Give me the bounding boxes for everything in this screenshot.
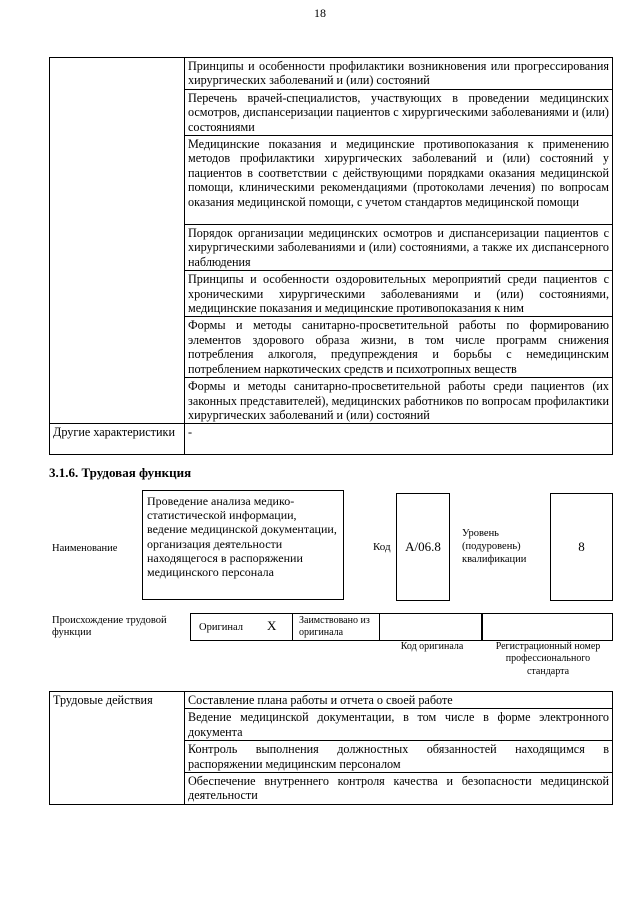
empty-label-cell bbox=[50, 58, 185, 424]
knowledge-table bbox=[49, 57, 613, 455]
table-cell: Составление плана работы и отчета о своей работе bbox=[185, 692, 613, 709]
table-row bbox=[50, 58, 613, 90]
reg-number-cell bbox=[482, 613, 613, 641]
table-row bbox=[50, 692, 613, 709]
page-number: 18 bbox=[314, 6, 326, 20]
function-name-box: Проведение анализа медико-статистической информации, ведение медицинской документации, организация деятельности находящегося в распоряжении медицинского персонала bbox=[142, 490, 344, 600]
original-label: Оригинал bbox=[199, 622, 243, 633]
table-cell: Принципы и особенности профилактики возникновения или прогрессирования хирургических заболеваний и (или) состояний bbox=[185, 58, 613, 90]
other-characteristics-label: Другие характеристики bbox=[50, 424, 185, 455]
code-original-cell bbox=[380, 613, 482, 641]
code-label: Код bbox=[373, 541, 391, 553]
origin-label: Происхождение трудовой функции bbox=[52, 615, 167, 638]
code-value-box: A/06.8 bbox=[396, 493, 450, 601]
table-cell: Формы и методы санитарно-просветительной работы среди пациентов (их законных представителей), медицинских работников по вопросам профилактики хирургических заболеваний и (или) состояний bbox=[185, 378, 613, 424]
table-cell: Медицинские показания и медицинские противопоказания к применению методов профилактики хирургических заболеваний и (или) состояний у пациентов в соответствии с действующими порядками оказания медицинской помощи, клиническими рекомендациями (протоколами лечения) по вопросам оказания медицинской помощи, с учетом стандартов медицинской помощи bbox=[185, 136, 613, 225]
labor-actions-label: Трудовые действия bbox=[50, 692, 185, 805]
code-original-label: Код оригинала bbox=[400, 641, 464, 652]
table-cell: Обеспечение внутреннего контроля качества и безопасности медицинской деятельности bbox=[185, 773, 613, 805]
table-cell: Порядок организации медицинских осмотров и диспансеризации пациентов с хирургическими заболеваниями и (или) состояниями, а также их диспансерного наблюдения bbox=[185, 225, 613, 271]
other-characteristics-value: - bbox=[185, 424, 613, 455]
table-cell: Формы и методы санитарно-просветительной работы по формированию элементов здорового образа жизни, в том числе программ снижения потребления алкоголя, предупреждения и борьбы с немедицинским потреблением наркотических средств и психотропных веществ bbox=[185, 317, 613, 378]
labor-actions-table bbox=[49, 691, 613, 805]
name-label: Наименование bbox=[52, 543, 118, 554]
borrowed-cell: Заимствовано из оригинала bbox=[292, 613, 380, 641]
level-label: Уровень (подуровень) квалификации bbox=[462, 528, 527, 565]
section-heading: 3.1.6. Трудовая функция bbox=[49, 465, 192, 480]
original-cell bbox=[190, 613, 292, 641]
original-mark: X bbox=[267, 618, 277, 633]
level-value-box: 8 bbox=[550, 493, 613, 601]
table-cell: Контроль выполнения должностных обязанностей находящимся в распоряжении медицинским персоналом bbox=[185, 741, 613, 773]
table-cell: Ведение медицинской документации, в том числе в форме электронного документа bbox=[185, 709, 613, 741]
table-row bbox=[50, 424, 613, 455]
table-cell: Принципы и особенности оздоровительных мероприятий среди пациентов с хроническими хирургическими заболеваниями и (или) состояниями, медицинские показания и медицинские противопоказания к ним bbox=[185, 271, 613, 317]
table-cell: Перечень врачей-специалистов, участвующих в проведении медицинских осмотров, диспансеризации пациентов с хирургическими заболеваниями и (или) состояниями bbox=[185, 89, 613, 135]
reg-number-label: Регистрационный номер профессионального стандарта bbox=[495, 641, 601, 677]
